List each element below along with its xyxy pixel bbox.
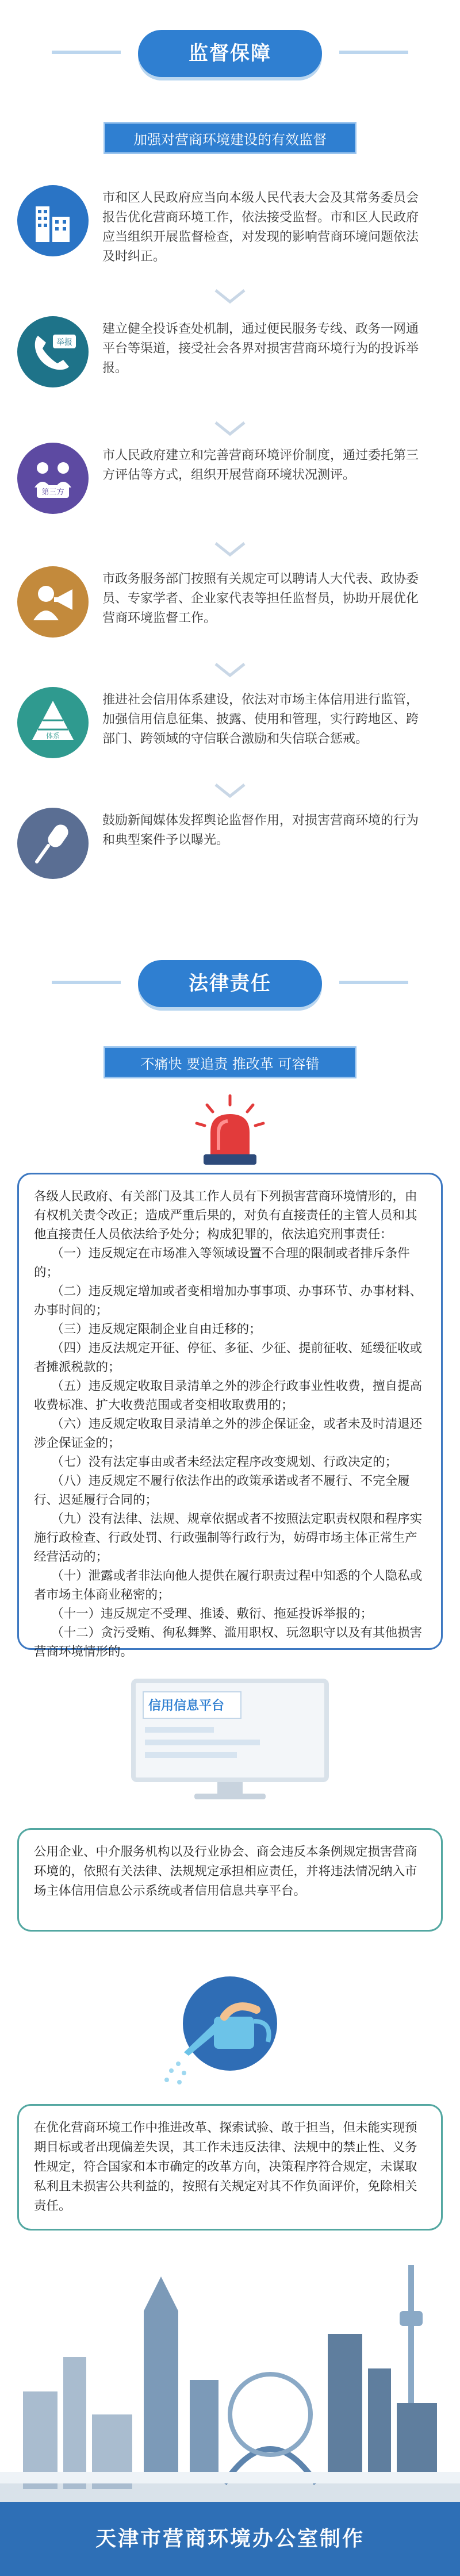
legal-clause: （二）违反规定增加或者变相增加办事事项、办事环节、办事材料、办事时间的； bbox=[34, 1284, 423, 1318]
supervision-item-complaint bbox=[17, 316, 443, 402]
legal-clause: （七）没有法定事由或者未经法定程序改变规划、行政决定的； bbox=[51, 1455, 398, 1469]
credit-liability-box bbox=[17, 1828, 443, 1932]
section-subtitle-supervision: 加强对营商环境建设的有效监督 bbox=[103, 122, 356, 154]
supervision-item-report bbox=[17, 185, 443, 271]
legal-clause: （六）违反规定收取目录清单之外的涉企保证金，或者未及时清退还涉企保证金的； bbox=[34, 1417, 423, 1450]
credit-platform-monitor bbox=[131, 1679, 329, 1805]
chevron-down-icon bbox=[213, 420, 247, 437]
chevron-down-icon bbox=[213, 782, 247, 799]
watering-can-icon bbox=[144, 1966, 316, 2093]
supervision-item-text: 市人民政府建立和完善营商环境评价制度，通过委托第三方评估等方式，组织开展营商环境状况测评。 bbox=[102, 448, 419, 482]
supervision-item-credit bbox=[17, 687, 443, 773]
section-subtitle-legal: 不痛快 要追责 推改革 可容错 bbox=[103, 1046, 356, 1078]
legal-clause: （一）违反规定在市场准入等领域设置不合理的限制或者排斥条件的； bbox=[34, 1246, 410, 1280]
supervision-item-supervisors bbox=[17, 566, 443, 652]
section-title-supervision: 监督保障 bbox=[138, 30, 322, 77]
legal-clause: （十二）贪污受贿、徇私舞弊、滥用职权、玩忽职守以及有其他损害营商环境情形的。 bbox=[34, 1626, 423, 1659]
phone-badge-label: 举报 bbox=[56, 338, 72, 347]
building-icon bbox=[17, 185, 89, 256]
legal-intro: 各级人民政府、有关部门及其工作人员有下列损害营商环境情形的，由有权机关责令改正；造成严重后果的，对负有直接责任的主管人员和其他直接责任人员依法给予处分；构成犯罪的，依法追究刑事责任： bbox=[34, 1189, 417, 1242]
chevron-down-icon bbox=[213, 287, 247, 305]
legal-clause: （九）没有法律、法规、规章依据或者不按照法定职责权限和程序实施行政检查、行政处罚、行政强制等行政行为，妨碍市场主体正常生产经营活动的； bbox=[34, 1512, 423, 1564]
legal-clause: （五）违反规定收取目录清单之外的涉企行政事业性收费，擅自提高收费标准、扩大收费范围或者变相收取费用的； bbox=[34, 1379, 423, 1412]
microphone-icon bbox=[17, 808, 89, 879]
legal-clause: （十）泄露或者非法向他人提供在履行职责过程中知悉的个人隐私或者市场主体商业秘密的； bbox=[34, 1569, 423, 1602]
phone-icon bbox=[17, 316, 89, 387]
credit-platform-label: 信用信息平台 bbox=[148, 1699, 225, 1713]
credit-pyramid-icon bbox=[17, 687, 89, 758]
legal-clause: （四）违反法规定开征、停征、多征、少征、提前征收、延缓征收或者摊派税款的； bbox=[34, 1341, 423, 1375]
footer-credit: 天津市营商环境办公室制作 bbox=[0, 2502, 460, 2576]
legal-clause: （八）违反规定不履行依法作出的政策承诺或者不履行、不完全履行、迟延履行合同的； bbox=[34, 1474, 410, 1507]
credit-badge-label: 体系 bbox=[45, 732, 60, 740]
legal-clause: （十一）违反规定不受理、推诿、敷衍、拖延投诉举报的； bbox=[51, 1607, 373, 1621]
supervision-item-text: 市政务服务部门按照有关规定可以聘请人大代表、政协委员、专家学者、企业家代表等担任监督员，协助开展优化营商环境监督工作。 bbox=[102, 572, 419, 625]
supervision-item-text: 推进社会信用体系建设，依法对市场主体信用进行监管，加强信用信息征集、披露、使用和管理，实行跨地区、跨部门、跨领域的守信联合激励和失信联合惩戒。 bbox=[102, 693, 419, 746]
supervision-item-text: 市和区人民政府应当向本级人民代表大会及其常务委员会报告优化营商环境工作，依法接受监督。市和区人民政府应当组织开展监督检查，对发现的影响营商环境问题依法及时纠正。 bbox=[102, 191, 419, 264]
supervisor-icon bbox=[17, 566, 89, 638]
reform-tolerance-text: 在优化营商环境工作中推进改革、探索试验、敢于担当，但未能实现预期目标或者出现偏差失误，其工作未违反法律、法规中的禁止性、义务性规定，符合国家和本市确定的改革方向，决策程序符合规定，未谋取私利且未损害公共利益的，按照有关规定对其不作负面评价，免除相关责任。 bbox=[34, 2121, 417, 2213]
siren-icon bbox=[190, 1092, 270, 1167]
chevron-down-icon bbox=[213, 540, 247, 558]
supervision-item-text: 建立健全投诉查处机制，通过便民服务专线、政务一网通平台等渠道，接受社会各界对损害营商环境行为的投诉举报。 bbox=[102, 322, 419, 375]
third-party-badge-label: 第三方 bbox=[41, 488, 64, 497]
legal-liability-box bbox=[17, 1173, 443, 1659]
legal-clause: （三）违反规定限制企业自由迁移的； bbox=[51, 1322, 262, 1337]
chevron-down-icon bbox=[213, 661, 247, 678]
supervision-item-evaluation bbox=[17, 443, 443, 529]
tianjin-skyline-illustration bbox=[0, 2242, 460, 2502]
section-title-legal: 法律责任 bbox=[138, 960, 322, 1007]
supervision-item-text: 鼓励新闻媒体发挥舆论监督作用，对损害营商环境的行为和典型案件予以曝光。 bbox=[102, 813, 419, 847]
credit-liability-text: 公用企业、中介服务机构以及行业协会、商会违反本条例规定损害营商环境的，依照有关法律、法规规定承担相应责任，并将违法情况纳入市场主体信用信息公示系统或者信用信息共享平台。 bbox=[34, 1845, 417, 1898]
third-party-icon bbox=[17, 443, 89, 514]
supervision-item-media bbox=[17, 808, 443, 882]
reform-tolerance-box bbox=[17, 2104, 443, 2231]
